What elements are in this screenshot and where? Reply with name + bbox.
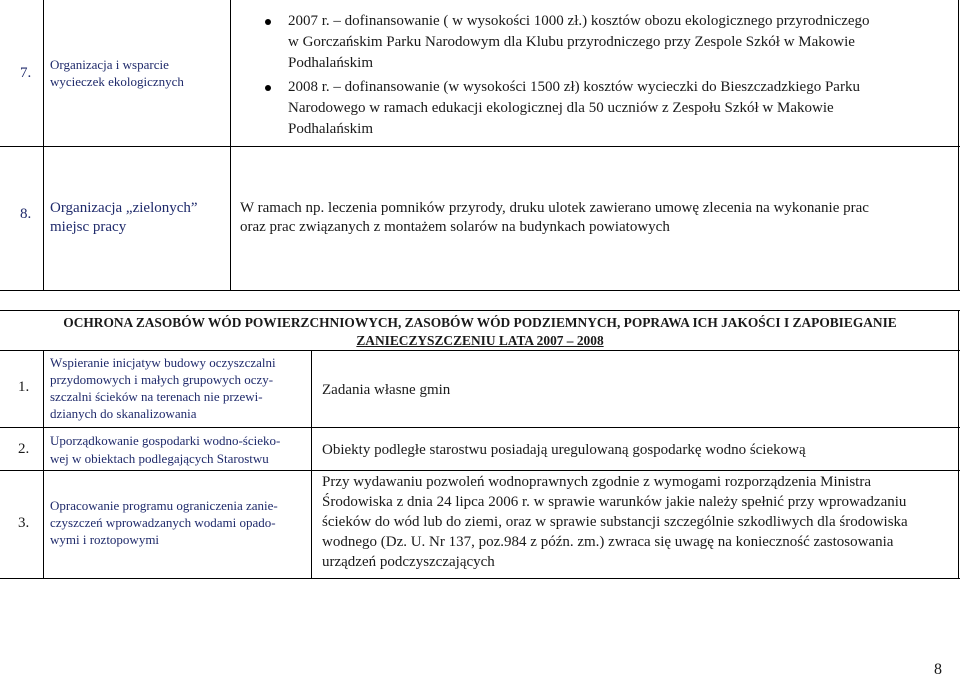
row-7-bullet-2-line-1: 2008 r. – dofinansowanie (w wysokości 1500 zł) kosztów wycieczki do Bieszczadzkiego Parku <box>288 79 860 95</box>
table2-row-3-title-line-2: czyszczeń wprowadzanych wodami opado- <box>50 515 276 530</box>
row-7-bullet-2-line-2: Narodowego w ramach edukacji ekologicznej dla 50 uczniów z Zespołu Szkół w Makowie <box>288 100 834 116</box>
row-8-title-line-2: miejsc pracy <box>50 219 127 235</box>
table1-col-divider-2 <box>230 0 231 290</box>
table2-bottom-border <box>0 578 960 579</box>
page-number: 8 <box>934 661 942 678</box>
table2-row-1-title-line-4: dzianych do skanalizowania <box>50 406 197 421</box>
table2-row-number-1: 1. <box>18 379 30 395</box>
table2-row-1-title-line-3: szczalni ścieków na terenach nie przewi- <box>50 389 263 404</box>
table2-row-3-text-line-2: Środowiska z dnia 24 lipca 2006 r. w sprawie warunków jakie należy spełnić przy wprowadzaniu <box>322 494 907 510</box>
table2-col-divider-2 <box>311 350 312 578</box>
table2-row-3-text-line-1: Przy wydawaniu pozwoleń wodnoprawnych zgodnie z wymogami rozporządzenia Ministra <box>322 474 872 490</box>
row-7-bullet-1-line-3: Podhalańskim <box>288 55 373 71</box>
table2-row-3-title-line-3: wymi i roztopowymi <box>50 532 160 547</box>
row-7-title-line-1: Organizacja i wsparcie <box>50 57 169 72</box>
row-7-bullet-1-line-1: 2007 r. – dofinansowanie ( w wysokości 1000 zł.) kosztów obozu ekologicznego przyrodniczego <box>288 13 870 29</box>
row-8-text-line-1: W ramach np. leczenia pomników przyrody, druku ulotek zawierano umowę zlecenia na wykonanie prac <box>240 200 869 216</box>
row-7-bullet-2-line-3: Podhalańskim <box>288 121 373 137</box>
table2-heading-line-2: ZANIECZYSZCZENIU LATA 2007 – 2008 <box>356 333 604 348</box>
row-8-text-line-2: oraz prac związanych z montażem solarów na budynkach powiatowych <box>240 219 670 235</box>
table2-row1-bottom-border <box>0 427 960 428</box>
table2-heading-bottom-border <box>0 350 960 351</box>
bullet-icon <box>265 85 271 91</box>
table2-heading-line-1: OCHRONA ZASOBÓW WÓD POWIERZCHNIOWYCH, ZASOBÓW WÓD PODZIEMNYCH, POPRAWA ICH JAKOŚCI I ZAPOBIEGANIE <box>63 315 897 330</box>
row-number-8: 8. <box>20 206 32 222</box>
bullet-icon <box>265 19 271 25</box>
table1-bottom-border-row8 <box>0 290 960 291</box>
table2-row2-bottom-border <box>0 470 960 471</box>
table2-heading <box>0 314 960 350</box>
table2-row-1-title-line-1: Wspieranie inicjatyw budowy oczyszczalni <box>50 355 276 370</box>
table2-row-3-text-line-5: urządzeń podczyszczających <box>322 554 495 570</box>
table2-row-number-2: 2. <box>18 441 30 457</box>
table2-row-1-text-line-1: Zadania własne gmin <box>322 382 451 398</box>
table1-col-divider-1 <box>43 0 44 290</box>
row-7-title-line-2: wycieczek ekologicznych <box>50 74 184 89</box>
table2-row-3-text-line-3: ścieków do wód lub do ziemi, oraz w sprawie substancji szczególnie szkodliwych dla środowiska <box>322 514 908 530</box>
row-8-title-line-1: Organizacja „zielonych” <box>50 200 198 216</box>
row-number-7: 7. <box>20 65 32 81</box>
row-7-bullet-1-line-2: w Gorczańskim Parku Narodowym dla Klubu przyrodniczego przy Zespole Szkół w Makowie <box>288 34 855 50</box>
table2-col-divider-1 <box>43 350 44 578</box>
table2-row-2-text-line-1: Obiekty podległe starostwu posiadają uregulowaną gospodarkę wodno ściekową <box>322 442 806 458</box>
table1-right-border <box>958 0 959 290</box>
table2-row-3-text-line-4: wodnego (Dz. U. Nr 137, poz.984 z późn. zm.) zwraca się uwagę na konieczność zastosowania <box>322 534 894 550</box>
table2-row-2-title-line-2: wej w obiektach podlegających Starostwu <box>50 451 269 466</box>
table2-row-3-title-line-1: Opracowanie programu ograniczenia zanie- <box>50 498 278 513</box>
table1-bottom-border-row7 <box>0 146 960 147</box>
table2-top-border <box>0 310 960 311</box>
table2-row-2-title-line-1: Uporządkowanie gospodarki wodno-ścieko- <box>50 433 281 448</box>
table2-row-1-title-line-2: przydomowych i małych grupowych oczy- <box>50 372 274 387</box>
table2-row-number-3: 3. <box>18 515 30 531</box>
table2-right-border <box>958 310 959 578</box>
